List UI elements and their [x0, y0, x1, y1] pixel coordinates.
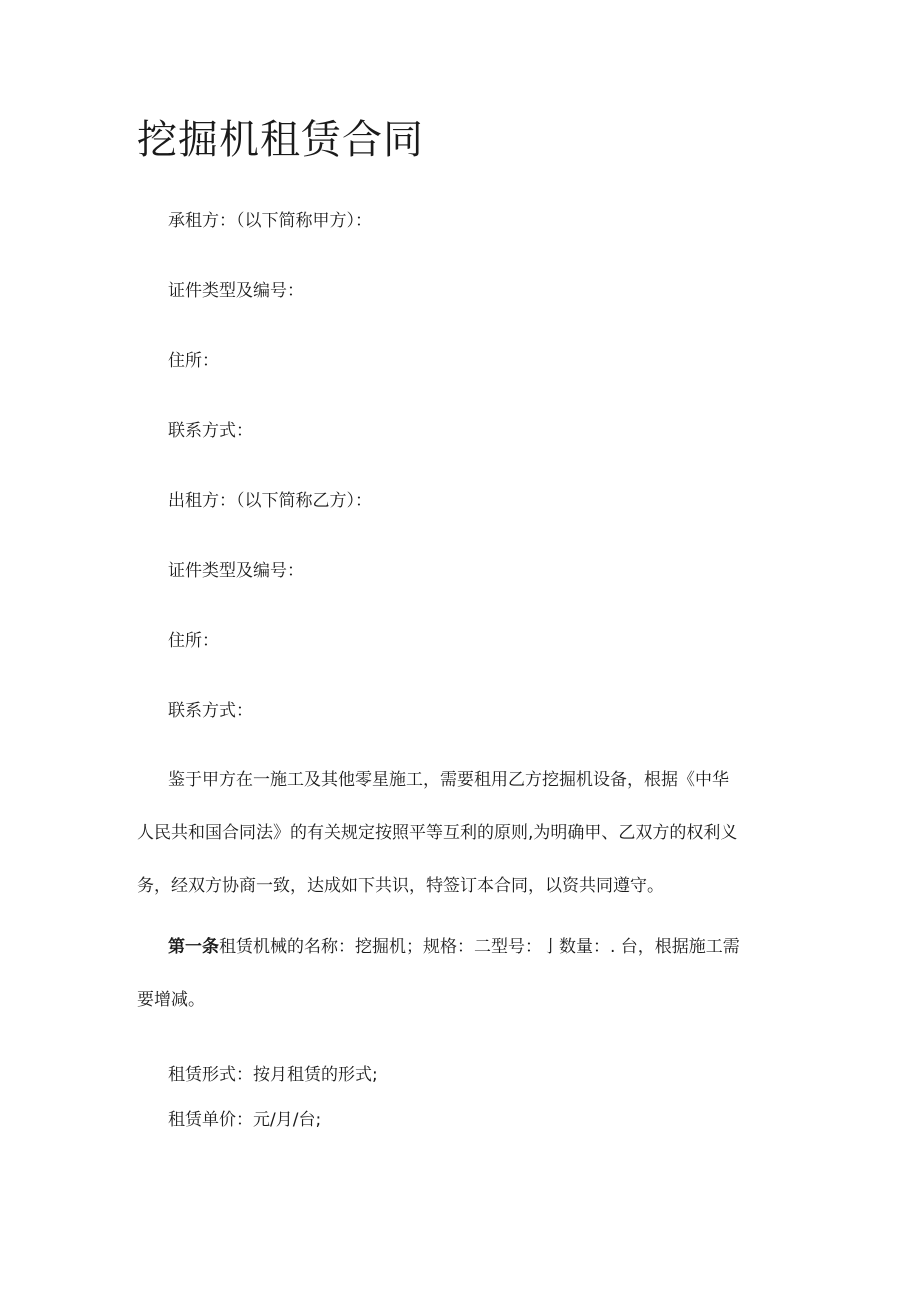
party-b-contact-label: 联系方式： [168, 701, 253, 721]
lease-form-line: 租赁形式：按月租赁的形式; [168, 1065, 378, 1085]
document-title: 挖掘机租赁合同 [137, 117, 424, 163]
preamble-line: 鉴于甲方在一施工及其他零星施工，需要租用乙方挖掘机设备，根据《中华 [168, 770, 729, 790]
preamble-line: 人民共和国合同法》的有关规定按照平等互利的原则,为明确甲、乙双方的权利义 [137, 823, 738, 843]
party-b-heading: 出租方：（以下简称乙方）： [168, 491, 372, 511]
article-1-paragraph [137, 921, 787, 1027]
preamble-paragraph [137, 754, 787, 913]
party-a-address-label: 住所： [168, 351, 219, 371]
article-1-first-line [137, 921, 787, 974]
article-1-label: 第一条 [168, 937, 219, 957]
article-1-text: 租赁机械的名称：挖掘机；规格：二型号：亅数量：. 台，根据施工需 [219, 937, 740, 957]
article-1-continuation: 要增减。 [137, 990, 205, 1010]
unit-price-line: 租赁单价：元/月/台; [168, 1110, 322, 1130]
party-a-contact-label: 联系方式： [168, 421, 253, 441]
party-a-heading: 承租方：（以下简称甲方）： [168, 211, 372, 231]
party-b-address-label: 住所： [168, 631, 219, 651]
party-b-id-label: 证件类型及编号： [168, 561, 304, 581]
party-a-id-label: 证件类型及编号： [168, 281, 304, 301]
preamble-line: 务，经双方协商一致，达成如下共识，特签订本合同，以资共同遵守。 [137, 876, 664, 896]
